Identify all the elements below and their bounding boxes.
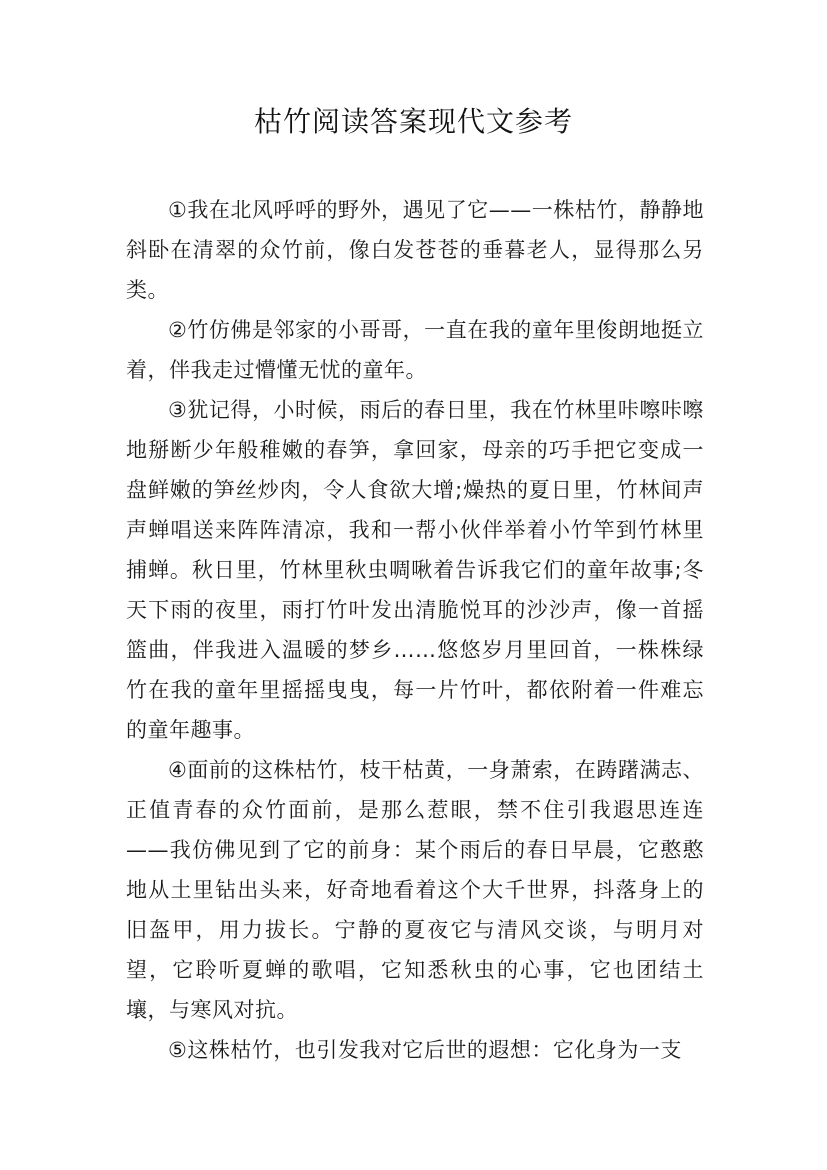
paragraph-2: ②竹仿佛是邻家的小哥哥，一直在我的童年里俊朗地挺立着，伴我走过懵懂无忧的童年。 <box>126 318 704 382</box>
article-body <box>126 190 704 1070</box>
paragraph-5: ⑤这株枯竹，也引发我对它后世的遐想：它化身为一支 <box>168 1038 682 1062</box>
paragraph-3: ③犹记得，小时候，雨后的春日里，我在竹林里咔嚓咔嚓地掰断少年般稚嫩的春笋，拿回家，母亲的巧手把它变成一盘鲜嫩的笋丝炒肉，令人食欲大增;燥热的夏日里，竹林间声声蝉唱送来阵阵清凉，我和一帮小伙伴举着小竹竿到竹林里捕蝉。秋日里，竹林里秋虫啁啾着告诉我它们的童年故事;冬天下雨的夜里，雨打竹叶发出清脆悦耳的沙沙声，像一首摇篮曲，伴我进入温暖的梦乡……悠悠岁月里回首，一株株绿竹在我的童年里摇摇曳曳，每一片竹叶，都依附着一件难忘的童年趣事。 <box>126 398 704 742</box>
paragraph-4: ④面前的这株枯竹，枝干枯黄，一身萧索，在踌躇满志、正值青春的众竹面前，是那么惹眼，禁不住引我遐思连连——我仿佛见到了它的前身：某个雨后的春日早晨，它憨憨地从土里钻出头来，好奇地看着这个大千世界，抖落身上的旧盔甲，用力拔长。宁静的夏夜它与清风交谈，与明月对望，它聆听夏蝉的歌唱，它知悉秋虫的心事，它也团结土壤，与寒风对抗。 <box>126 758 704 1022</box>
paragraph-1: ①我在北风呼呼的野外，遇见了它——一株枯竹，静静地斜卧在清翠的众竹前，像白发苍苍的垂暮老人，显得那么另类。 <box>126 198 704 302</box>
page-title: 枯竹阅读答案现代文参考 <box>253 105 573 138</box>
